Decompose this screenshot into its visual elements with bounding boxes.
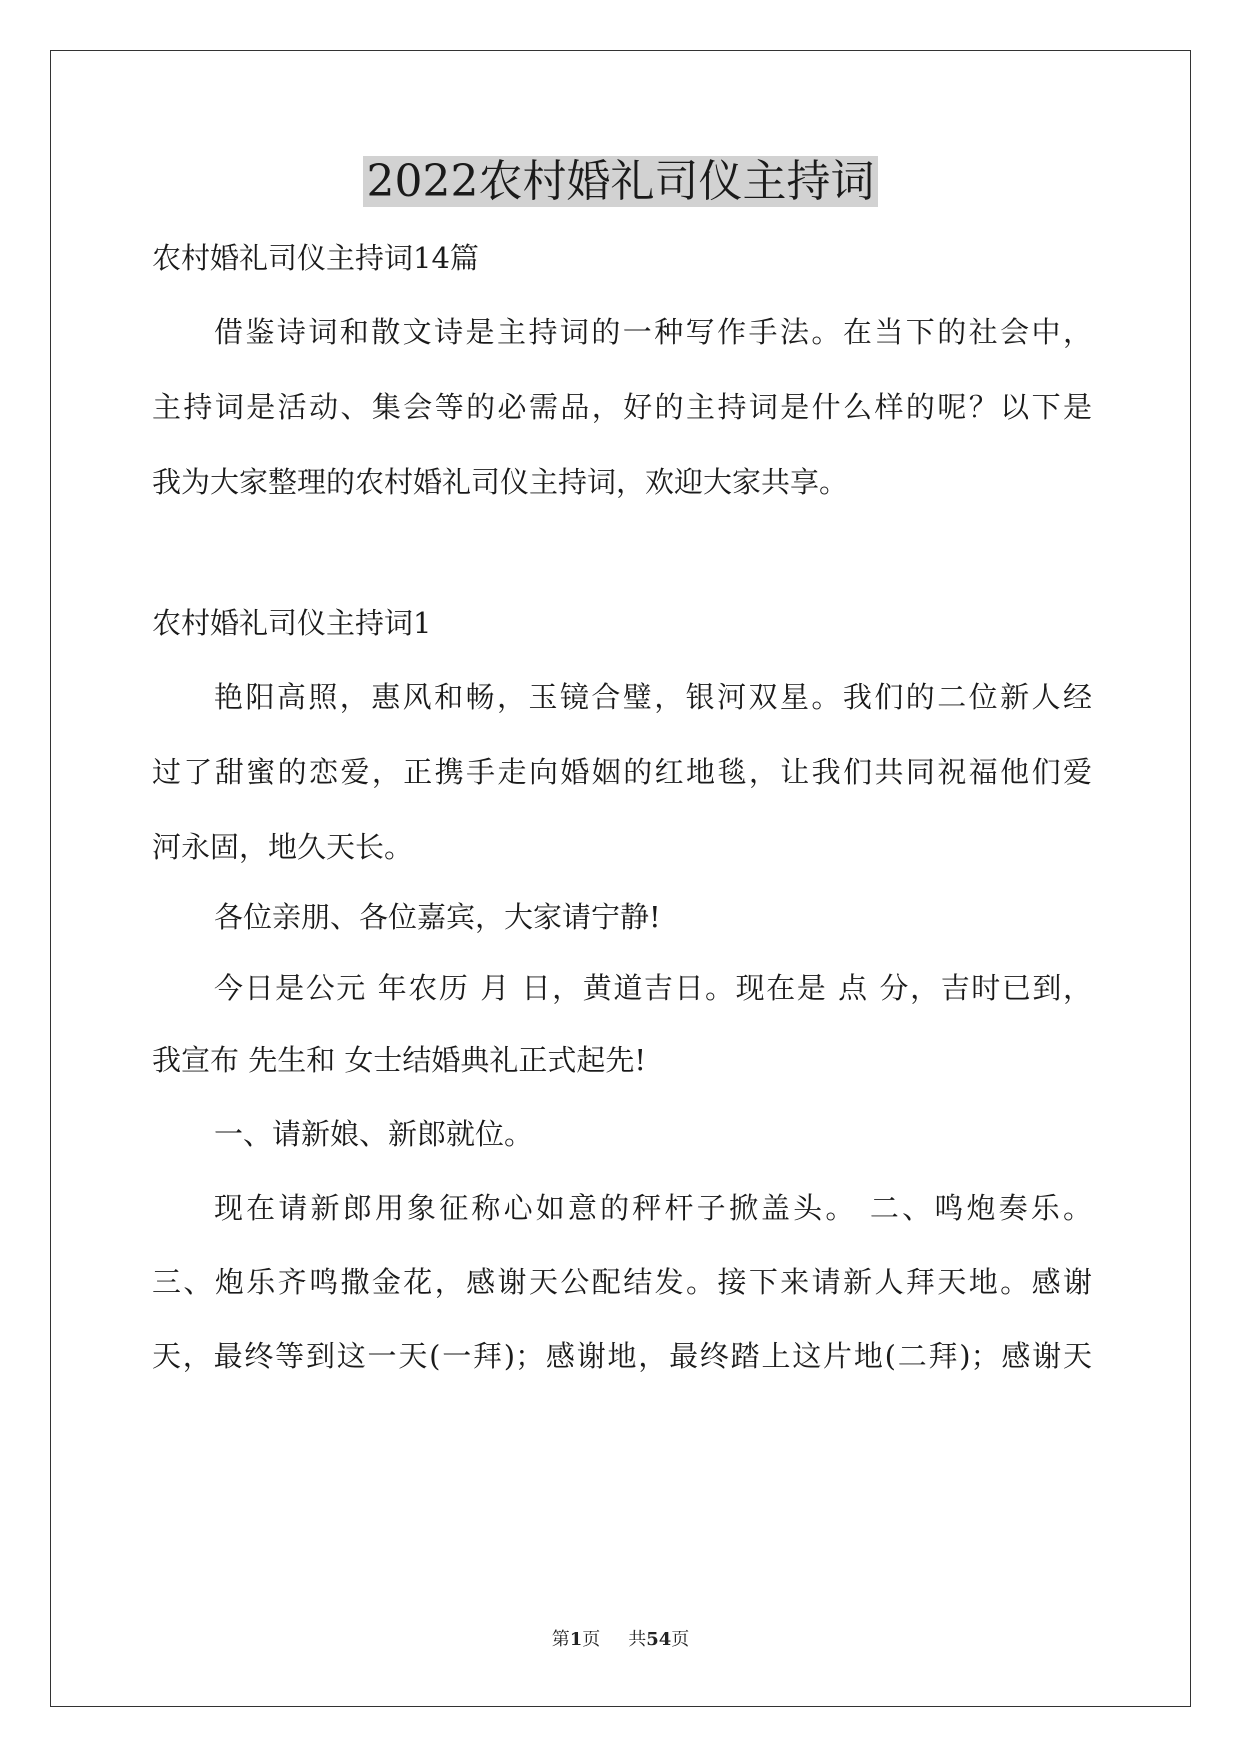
document-subtitle: 农村婚礼司仪主持词14篇 <box>152 241 479 275</box>
paragraph-line: 我为大家整理的农村婚礼司仪主持词，欢迎大家共享。 <box>152 465 849 499</box>
paragraph-line: 现在请新郎用象征称心如意的秤杆子掀盖头。 二、鸣炮奏乐。 <box>214 1191 1092 1225</box>
page-border <box>50 50 1191 1707</box>
paragraph-line: 主持词是活动、集会等的必需品，好的主持词是什么样的呢？以下是 <box>152 390 1092 424</box>
paragraph-line: 借鉴诗词和散文诗是主持词的一种写作手法。在当下的社会中， <box>214 315 1092 349</box>
document-title <box>0 152 1241 212</box>
document-title-text: 2022农村婚礼司仪主持词 <box>363 156 879 207</box>
paragraph-line: 今日是公元 年农历 月 日，黄道吉日。现在是 点 分，吉时已到， <box>214 971 1092 1005</box>
paragraph-line: 三、炮乐齐鸣撒金花，感谢天公配结发。接下来请新人拜天地。感谢 <box>152 1265 1092 1299</box>
footer-total-prefix: 共 <box>628 1629 647 1650</box>
paragraph-line: 艳阳高照，惠风和畅，玉镜合璧，银河双星。我们的二位新人经 <box>214 680 1092 714</box>
footer-page-number: 1 <box>569 1629 583 1650</box>
footer-page-prefix: 第 <box>551 1629 570 1650</box>
paragraph-line: 过了甜蜜的恋爱，正携手走向婚姻的红地毯，让我们共同祝福他们爱 <box>152 755 1092 789</box>
section-heading: 农村婚礼司仪主持词1 <box>152 606 432 640</box>
paragraph-line: 各位亲朋、各位嘉宾，大家请宁静! <box>214 900 661 934</box>
paragraph-line: 我宣布 先生和 女士结婚典礼正式起先! <box>152 1043 647 1077</box>
footer-page-suffix: 页 <box>582 1629 601 1650</box>
paragraph-line: 河永固，地久天长。 <box>152 830 414 864</box>
footer-total-suffix: 页 <box>671 1629 690 1650</box>
page-footer <box>0 1628 1241 1652</box>
paragraph-line: 一、请新娘、新郎就位。 <box>214 1117 534 1151</box>
paragraph-line: 天，最终等到这一天(一拜)；感谢地，最终踏上这片地(二拜)；感谢天 <box>152 1339 1092 1373</box>
footer-total-pages: 54 <box>646 1629 672 1650</box>
